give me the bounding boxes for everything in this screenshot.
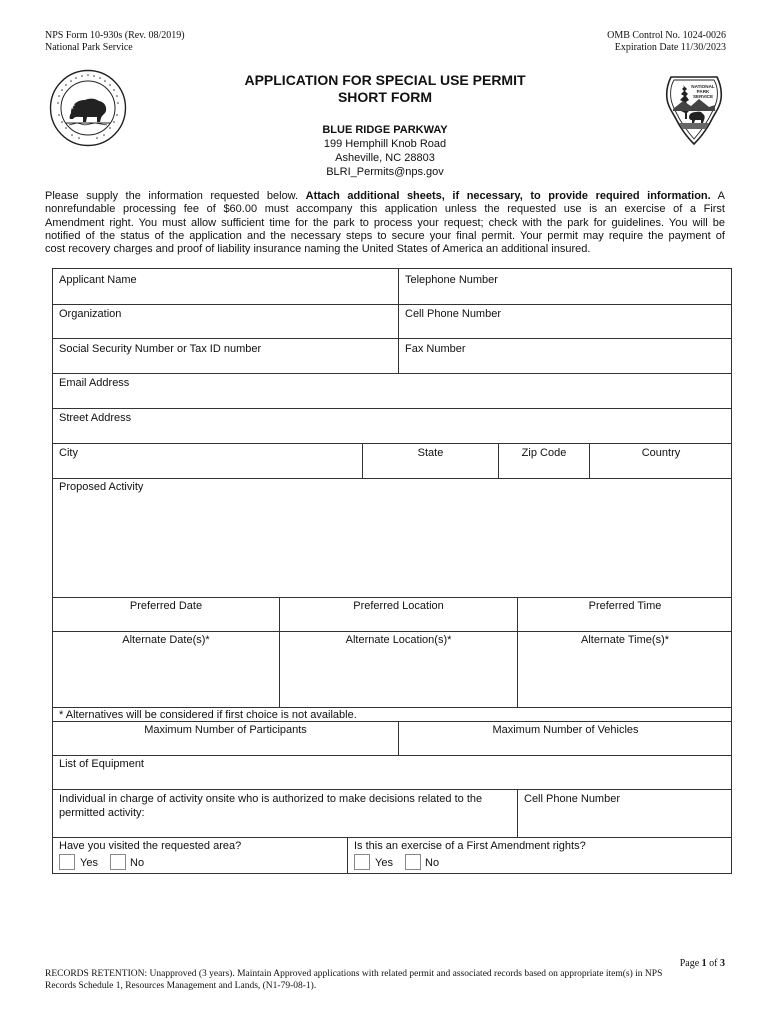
individual-in-charge-label-line2: permitted activity: xyxy=(59,807,145,819)
column-divider xyxy=(279,597,280,707)
arrowhead-text-national: NATIONAL xyxy=(691,84,715,89)
country-label: Country xyxy=(641,447,681,459)
preferred-location-label: Preferred Location xyxy=(353,600,444,612)
preferred-date-label: Preferred Date xyxy=(129,600,203,612)
applicant-name-label: Applicant Name xyxy=(59,274,137,286)
first-amendment-question: Is this an exercise of a First Amendment rights? xyxy=(354,840,586,852)
instructions-paragraph xyxy=(45,190,725,256)
zip-code-label: Zip Code xyxy=(521,447,567,459)
row-divider xyxy=(53,338,731,339)
form-title: APPLICATION FOR SPECIAL USE PERMIT xyxy=(244,72,526,88)
row-divider xyxy=(53,837,731,838)
form-identifier xyxy=(45,30,185,54)
visited-yes-label: Yes xyxy=(80,857,98,869)
page-total: 3 xyxy=(720,958,725,969)
row-divider xyxy=(53,304,731,305)
first-amendment-no-checkbox[interactable] xyxy=(405,854,421,870)
individual-cell-phone-label: Cell Phone Number xyxy=(524,793,620,805)
alternate-dates-label: Alternate Date(s)* xyxy=(122,634,210,646)
row-divider xyxy=(53,478,731,479)
column-divider xyxy=(347,837,348,874)
records-retention-footer xyxy=(45,968,735,992)
row-divider xyxy=(53,443,731,444)
email-address-label: Email Address xyxy=(59,377,130,389)
park-name: BLUE RIDGE PARKWAY xyxy=(322,124,448,136)
street-address-label: Street Address xyxy=(59,412,132,424)
preferred-time-label: Preferred Time xyxy=(588,600,662,612)
visited-yes-checkbox[interactable] xyxy=(59,854,75,870)
alternatives-note: * Alternatives will be considered if first choice is not available. xyxy=(59,709,357,721)
page-current: 1 xyxy=(701,958,707,969)
proposed-activity-label: Proposed Activity xyxy=(59,481,144,493)
park-address-line1: 199 Hemphill Knob Road xyxy=(323,138,447,150)
telephone-number-label: Telephone Number xyxy=(405,274,498,286)
ssn-tax-id-label: Social Security Number or Tax ID number xyxy=(59,343,262,355)
row-divider xyxy=(53,755,731,756)
first-amendment-no-label: No xyxy=(425,857,440,869)
page-number: Page 1 of 3 xyxy=(679,958,725,969)
individual-in-charge-label-line1: Individual in charge of activity onsite who is authorized to make decisions related to the xyxy=(59,793,483,805)
park-email: BLRI_Permits@nps.gov xyxy=(326,166,444,178)
instructions-line: nonrefundable processing fee of $60.00 must accompany this application unless the requested use is an exercise of a First xyxy=(45,203,725,216)
city-label: City xyxy=(59,447,78,459)
agency-name: National Park Service xyxy=(45,42,133,53)
state-label: State xyxy=(417,447,444,459)
first-amendment-yes-checkbox[interactable] xyxy=(354,854,370,870)
row-divider xyxy=(53,789,731,790)
row-divider xyxy=(53,597,731,598)
arrowhead-text-service: SERVICE xyxy=(692,94,714,99)
alternate-time-label: Alternate Time(s)* xyxy=(580,634,670,646)
column-divider xyxy=(517,789,518,837)
park-address-line2: Asheville, NC 28803 xyxy=(335,152,435,164)
cell-phone-label: Cell Phone Number xyxy=(405,308,501,320)
first-amendment-yes-label: Yes xyxy=(375,857,393,869)
arrowhead-text-park: PARK xyxy=(696,89,710,94)
omb-control-number: OMB Control No. 1024-0026 xyxy=(607,30,726,41)
visited-no-label: No xyxy=(130,857,145,869)
records-retention-line1: RECORDS RETENTION: Unapproved (3 years). Maintain Approved applications with related permit and associated records based on appropriate item(s) in NPS xyxy=(45,969,663,979)
column-divider xyxy=(517,597,518,707)
instructions-emphasis: Attach additional sheets, if necessary, to provide required information. xyxy=(305,190,711,202)
max-participants-label: Maximum Number of Participants xyxy=(144,724,307,736)
application-form xyxy=(52,268,732,874)
records-retention-line2: Records Schedule 1, Resources Management and Lands, (N1-79-08-1). xyxy=(45,981,317,991)
column-divider xyxy=(398,269,399,373)
instructions-line: cost recovery charges and proof of liability insurance naming the United States of America an additional insured. xyxy=(45,243,591,256)
instructions-line: notified of the status of the application and the necessary steps to secure your final permit. Your permit may require the payment of xyxy=(45,229,725,242)
row-divider xyxy=(53,373,731,374)
omb-info xyxy=(607,30,726,54)
form-subtitle: SHORT FORM xyxy=(337,89,433,105)
form-number: NPS Form 10-930s (Rev. 08/2019) xyxy=(45,30,185,41)
alternate-location-label: Alternate Location(s)* xyxy=(345,634,452,646)
expiration-date: Expiration Date 11/30/2023 xyxy=(614,42,726,53)
organization-label: Organization xyxy=(59,308,122,320)
row-divider xyxy=(53,631,731,632)
equipment-list-label: List of Equipment xyxy=(59,758,144,770)
visited-no-checkbox[interactable] xyxy=(110,854,126,870)
instructions-line: Amendment right. You must allow sufficient time for the park to process your request; check with the park for guidelines. You will be xyxy=(45,216,725,229)
fax-number-label: Fax Number xyxy=(405,343,466,355)
instructions-line: Please supply the information requested below. Attach additional sheets, if necessary, to provide required information. A xyxy=(45,190,725,202)
max-vehicles-label: Maximum Number of Vehicles xyxy=(492,724,639,736)
visited-area-question: Have you visited the requested area? xyxy=(59,840,242,852)
row-divider xyxy=(53,408,731,409)
